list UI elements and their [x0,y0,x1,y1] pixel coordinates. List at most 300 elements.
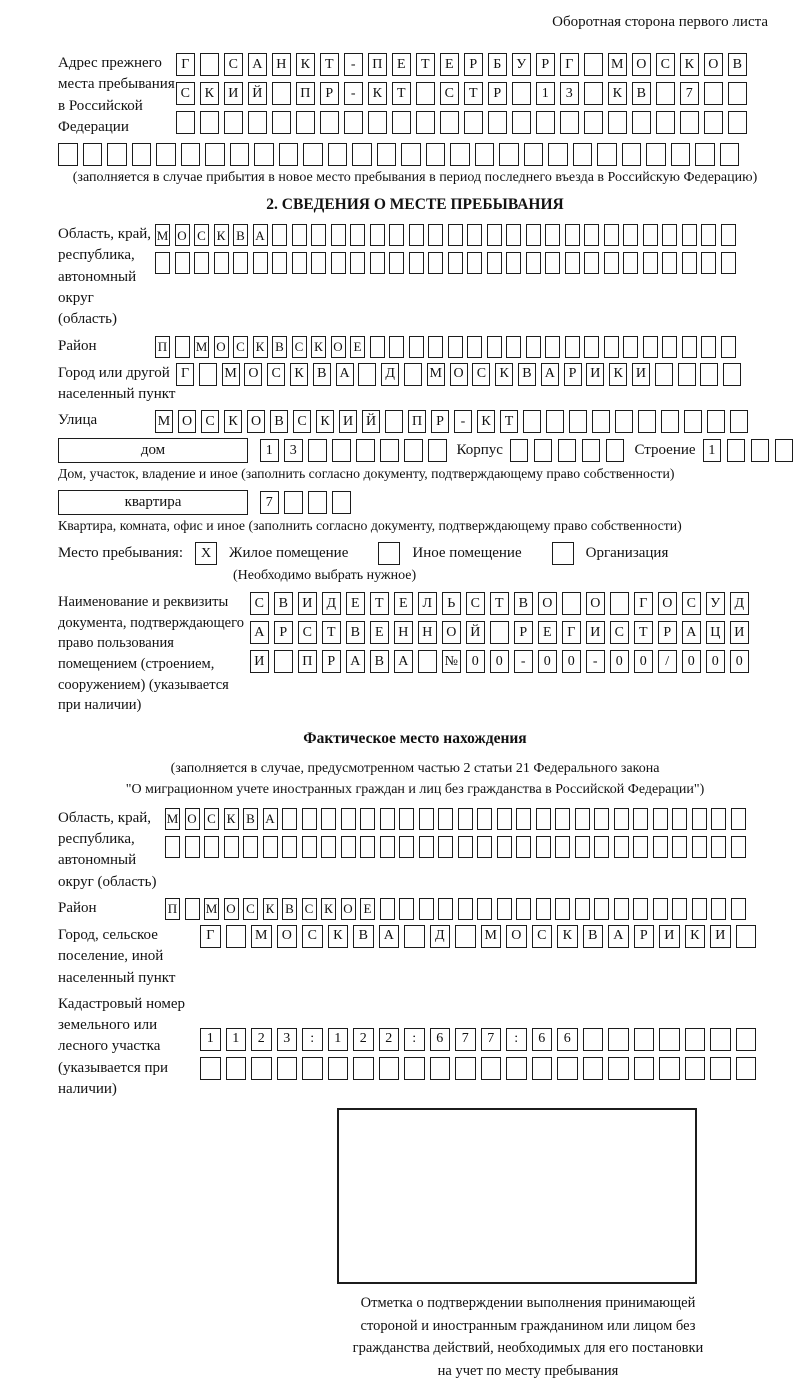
char-cell[interactable] [328,1057,349,1080]
char-cell[interactable] [292,224,307,246]
char-cell[interactable]: Е [394,592,413,615]
char-cell[interactable]: С [201,410,219,433]
char-cell[interactable] [487,336,502,358]
char-cell[interactable]: Г [176,53,195,76]
char-cell[interactable] [360,836,375,858]
char-cell[interactable] [634,1057,655,1080]
char-cell[interactable] [438,836,453,858]
char-cell[interactable] [584,111,603,134]
char-cell[interactable] [711,808,726,830]
char-cell[interactable] [662,224,677,246]
char-cell[interactable] [448,252,463,274]
char-cell[interactable]: Т [634,621,653,644]
char-cell[interactable]: С [293,410,311,433]
char-cell[interactable] [545,336,560,358]
char-cell[interactable]: И [730,621,749,644]
char-cell[interactable] [569,410,587,433]
char-cell[interactable]: К [214,224,229,246]
char-cell[interactable] [467,224,482,246]
char-cell[interactable] [731,898,746,920]
char-cell[interactable] [224,836,239,858]
char-cell[interactable]: В [272,336,287,358]
char-cell[interactable] [655,363,673,386]
char-cell[interactable] [399,808,414,830]
char-cell[interactable] [464,111,483,134]
char-cell[interactable] [341,836,356,858]
char-cell[interactable] [656,111,675,134]
char-cell[interactable] [385,410,403,433]
char-cell[interactable]: К [200,82,219,105]
char-cell[interactable] [352,143,372,166]
char-cell[interactable] [680,111,699,134]
char-cell[interactable]: Д [381,363,399,386]
char-cell[interactable] [604,224,619,246]
char-cell[interactable] [185,898,200,920]
char-cell[interactable] [720,143,740,166]
char-cell[interactable] [409,252,424,274]
char-cell[interactable]: - [454,410,472,433]
char-cell[interactable] [214,252,229,274]
char-cell[interactable]: В [346,621,365,644]
char-cell[interactable] [723,363,741,386]
char-cell[interactable]: Т [416,53,435,76]
char-cell[interactable]: - [586,650,605,673]
char-cell[interactable] [728,111,747,134]
char-cell[interactable]: 0 [634,650,653,673]
char-cell[interactable]: И [586,363,604,386]
char-cell[interactable] [392,111,411,134]
char-cell[interactable]: К [328,925,349,948]
char-cell[interactable]: 0 [682,650,701,673]
char-cell[interactable] [545,252,560,274]
char-cell[interactable] [614,808,629,830]
char-cell[interactable] [516,836,531,858]
char-cell[interactable] [736,1057,757,1080]
char-cell[interactable]: С [224,53,243,76]
char-cell[interactable] [389,336,404,358]
char-cell[interactable] [565,252,580,274]
char-cell[interactable] [721,224,736,246]
char-cell[interactable]: - [344,82,363,105]
char-cell[interactable] [83,143,103,166]
char-cell[interactable] [516,898,531,920]
char-cell[interactable] [685,1028,706,1051]
char-cell[interactable] [608,1057,629,1080]
char-cell[interactable]: 1 [260,439,279,462]
char-cell[interactable] [548,143,568,166]
char-cell[interactable]: О [450,363,468,386]
char-cell[interactable]: К [368,82,387,105]
char-cell[interactable]: Г [200,925,221,948]
char-cell[interactable] [506,336,521,358]
char-cell[interactable] [475,143,495,166]
char-cell[interactable]: 2 [353,1028,374,1051]
char-cell[interactable]: Е [370,621,389,644]
residential-checkbox[interactable]: X [195,542,217,565]
other-premises-checkbox[interactable] [378,542,400,565]
char-cell[interactable]: К [290,363,308,386]
char-cell[interactable] [643,224,658,246]
char-cell[interactable] [226,925,247,948]
char-cell[interactable]: Р [634,925,655,948]
char-cell[interactable] [512,82,531,105]
char-cell[interactable]: 1 [328,1028,349,1051]
char-cell[interactable] [728,82,747,105]
char-cell[interactable] [692,808,707,830]
char-cell[interactable]: С [243,898,258,920]
char-cell[interactable] [662,252,677,274]
char-cell[interactable] [536,111,555,134]
char-cell[interactable] [107,143,127,166]
char-cell[interactable] [199,363,217,386]
char-cell[interactable] [656,82,675,105]
char-cell[interactable]: В [243,808,258,830]
char-cell[interactable]: Т [464,82,483,105]
char-cell[interactable] [721,252,736,274]
char-cell[interactable]: А [379,925,400,948]
char-cell[interactable] [565,336,580,358]
char-cell[interactable] [487,252,502,274]
char-cell[interactable] [156,143,176,166]
char-cell[interactable]: Д [430,925,451,948]
char-cell[interactable]: К [311,336,326,358]
char-cell[interactable] [555,836,570,858]
char-cell[interactable] [682,252,697,274]
char-cell[interactable] [404,439,423,462]
char-cell[interactable] [204,836,219,858]
char-cell[interactable]: М [155,224,170,246]
char-cell[interactable] [272,82,291,105]
char-cell[interactable] [380,439,399,462]
char-cell[interactable]: И [224,82,243,105]
char-cell[interactable]: А [263,808,278,830]
char-cell[interactable]: Р [320,82,339,105]
char-cell[interactable] [604,252,619,274]
char-cell[interactable] [633,898,648,920]
char-cell[interactable] [302,808,317,830]
char-cell[interactable]: 3 [277,1028,298,1051]
char-cell[interactable]: П [155,336,170,358]
char-cell[interactable] [592,410,610,433]
char-cell[interactable] [584,252,599,274]
char-cell[interactable] [308,439,327,462]
char-cell[interactable] [233,252,248,274]
char-cell[interactable]: 3 [560,82,579,105]
char-cell[interactable] [701,336,716,358]
char-cell[interactable]: М [608,53,627,76]
char-cell[interactable]: Ц [706,621,725,644]
char-cell[interactable] [380,898,395,920]
char-cell[interactable]: А [253,224,268,246]
char-cell[interactable] [506,1057,527,1080]
char-cell[interactable]: С [176,82,195,105]
char-cell[interactable] [311,224,326,246]
char-cell[interactable]: О [277,925,298,948]
char-cell[interactable] [331,224,346,246]
char-cell[interactable]: О [224,898,239,920]
char-cell[interactable] [524,143,544,166]
char-cell[interactable]: М [427,363,445,386]
char-cell[interactable]: Т [322,621,341,644]
char-cell[interactable] [292,252,307,274]
char-cell[interactable]: 1 [536,82,555,105]
char-cell[interactable] [282,836,297,858]
char-cell[interactable] [555,808,570,830]
char-cell[interactable]: М [204,898,219,920]
char-cell[interactable]: К [680,53,699,76]
char-cell[interactable] [205,143,225,166]
char-cell[interactable] [419,808,434,830]
char-cell[interactable] [428,224,443,246]
char-cell[interactable] [710,1028,731,1051]
char-cell[interactable]: Й [362,410,380,433]
char-cell[interactable]: Д [322,592,341,615]
char-cell[interactable]: С [302,925,323,948]
char-cell[interactable]: Р [322,650,341,673]
char-cell[interactable] [597,143,617,166]
char-cell[interactable]: П [296,82,315,105]
char-cell[interactable] [751,439,770,462]
char-cell[interactable]: 6 [430,1028,451,1051]
char-cell[interactable] [440,111,459,134]
char-cell[interactable]: О [178,410,196,433]
char-cell[interactable]: 6 [557,1028,578,1051]
char-cell[interactable] [506,252,521,274]
char-cell[interactable]: Ь [442,592,461,615]
char-cell[interactable] [584,53,603,76]
char-cell[interactable] [536,898,551,920]
char-cell[interactable] [200,53,219,76]
char-cell[interactable] [584,82,603,105]
char-cell[interactable]: И [250,650,269,673]
char-cell[interactable]: 2 [251,1028,272,1051]
char-cell[interactable]: Р [658,621,677,644]
char-cell[interactable] [409,336,424,358]
char-cell[interactable] [251,1057,272,1080]
char-cell[interactable]: В [370,650,389,673]
char-cell[interactable] [775,439,794,462]
char-cell[interactable] [321,836,336,858]
char-cell[interactable] [546,410,564,433]
char-cell[interactable] [604,336,619,358]
char-cell[interactable] [499,143,519,166]
char-cell[interactable] [328,143,348,166]
char-cell[interactable] [646,143,666,166]
char-cell[interactable]: Е [538,621,557,644]
char-cell[interactable]: Й [248,82,267,105]
char-cell[interactable]: К [557,925,578,948]
char-cell[interactable]: С [302,898,317,920]
char-cell[interactable] [614,898,629,920]
char-cell[interactable]: В [274,592,293,615]
char-cell[interactable] [575,808,590,830]
char-cell[interactable]: - [344,53,363,76]
char-cell[interactable] [332,491,351,514]
char-cell[interactable] [430,1057,451,1080]
char-cell[interactable] [662,336,677,358]
char-cell[interactable] [701,252,716,274]
char-cell[interactable]: П [298,650,317,673]
char-cell[interactable]: И [659,925,680,948]
char-cell[interactable] [248,111,267,134]
char-cell[interactable]: С [656,53,675,76]
char-cell[interactable] [175,252,190,274]
char-cell[interactable]: Р [536,53,555,76]
char-cell[interactable] [302,1057,323,1080]
char-cell[interactable]: 6 [532,1028,553,1051]
char-cell[interactable]: Т [320,53,339,76]
char-cell[interactable]: В [514,592,533,615]
char-cell[interactable]: В [728,53,747,76]
char-cell[interactable] [534,439,553,462]
char-cell[interactable]: 0 [490,650,509,673]
char-cell[interactable] [428,439,447,462]
char-cell[interactable]: К [495,363,513,386]
char-cell[interactable] [356,439,375,462]
char-cell[interactable]: С [267,363,285,386]
char-cell[interactable]: П [165,898,180,920]
char-cell[interactable]: О [185,808,200,830]
char-cell[interactable] [692,836,707,858]
char-cell[interactable]: Л [418,592,437,615]
char-cell[interactable] [623,252,638,274]
char-cell[interactable] [506,224,521,246]
char-cell[interactable] [224,111,243,134]
char-cell[interactable] [583,1057,604,1080]
char-cell[interactable] [711,836,726,858]
char-cell[interactable] [438,898,453,920]
char-cell[interactable]: К [224,808,239,830]
char-cell[interactable]: О [538,592,557,615]
char-cell[interactable]: С [532,925,553,948]
char-cell[interactable] [419,836,434,858]
char-cell[interactable] [477,898,492,920]
char-cell[interactable] [560,111,579,134]
char-cell[interactable]: О [704,53,723,76]
char-cell[interactable] [467,336,482,358]
char-cell[interactable]: Г [634,592,653,615]
char-cell[interactable] [643,336,658,358]
char-cell[interactable]: Р [464,53,483,76]
char-cell[interactable]: К [316,410,334,433]
char-cell[interactable]: У [706,592,725,615]
char-cell[interactable] [606,439,625,462]
char-cell[interactable] [557,1057,578,1080]
char-cell[interactable] [526,336,541,358]
char-cell[interactable] [583,1028,604,1051]
char-cell[interactable] [659,1028,680,1051]
char-cell[interactable]: О [586,592,605,615]
char-cell[interactable] [671,143,691,166]
char-cell[interactable] [458,836,473,858]
char-cell[interactable] [682,224,697,246]
char-cell[interactable]: К [608,82,627,105]
char-cell[interactable] [526,224,541,246]
char-cell[interactable]: С [292,336,307,358]
char-cell[interactable]: 0 [562,650,581,673]
char-cell[interactable] [487,224,502,246]
char-cell[interactable] [672,808,687,830]
char-cell[interactable]: Е [360,898,375,920]
char-cell[interactable] [727,439,746,462]
char-cell[interactable] [253,252,268,274]
char-cell[interactable] [523,410,541,433]
char-cell[interactable] [685,1057,706,1080]
organization-checkbox[interactable] [552,542,574,565]
char-cell[interactable] [584,336,599,358]
char-cell[interactable] [704,82,723,105]
char-cell[interactable]: 0 [730,650,749,673]
char-cell[interactable] [536,836,551,858]
char-cell[interactable] [497,836,512,858]
char-cell[interactable] [370,336,385,358]
char-cell[interactable]: М [155,410,173,433]
char-cell[interactable]: - [514,650,533,673]
char-cell[interactable]: С [298,621,317,644]
char-cell[interactable] [428,252,443,274]
char-cell[interactable] [594,898,609,920]
char-cell[interactable] [634,1028,655,1051]
char-cell[interactable] [428,336,443,358]
char-cell[interactable] [575,836,590,858]
char-cell[interactable]: У [512,53,531,76]
char-cell[interactable]: : [404,1028,425,1051]
char-cell[interactable] [303,143,323,166]
char-cell[interactable] [700,363,718,386]
char-cell[interactable]: О [341,898,356,920]
char-cell[interactable] [279,143,299,166]
char-cell[interactable]: С [472,363,490,386]
char-cell[interactable]: К [609,363,627,386]
char-cell[interactable]: Н [418,621,437,644]
char-cell[interactable] [573,143,593,166]
char-cell[interactable] [610,592,629,615]
char-cell[interactable] [638,410,656,433]
char-cell[interactable] [311,252,326,274]
char-cell[interactable]: Б [488,53,507,76]
char-cell[interactable] [450,143,470,166]
char-cell[interactable]: 0 [706,650,725,673]
char-cell[interactable] [455,1057,476,1080]
char-cell[interactable]: С [440,82,459,105]
char-cell[interactable] [165,836,180,858]
char-cell[interactable]: Т [490,592,509,615]
char-cell[interactable] [695,143,715,166]
char-cell[interactable]: 2 [379,1028,400,1051]
char-cell[interactable] [380,808,395,830]
char-cell[interactable]: Н [394,621,413,644]
char-cell[interactable] [701,224,716,246]
char-cell[interactable]: К [253,336,268,358]
char-cell[interactable]: В [353,925,374,948]
char-cell[interactable] [155,252,170,274]
char-cell[interactable]: Й [466,621,485,644]
char-cell[interactable]: Г [560,53,579,76]
char-cell[interactable]: Р [514,621,533,644]
char-cell[interactable]: Р [488,82,507,105]
char-cell[interactable] [438,808,453,830]
char-cell[interactable] [353,1057,374,1080]
char-cell[interactable] [481,1057,502,1080]
char-cell[interactable] [448,336,463,358]
char-cell[interactable]: Д [730,592,749,615]
char-cell[interactable]: К [685,925,706,948]
char-cell[interactable]: 7 [455,1028,476,1051]
char-cell[interactable] [653,836,668,858]
char-cell[interactable] [562,592,581,615]
char-cell[interactable]: О [658,592,677,615]
char-cell[interactable] [132,143,152,166]
